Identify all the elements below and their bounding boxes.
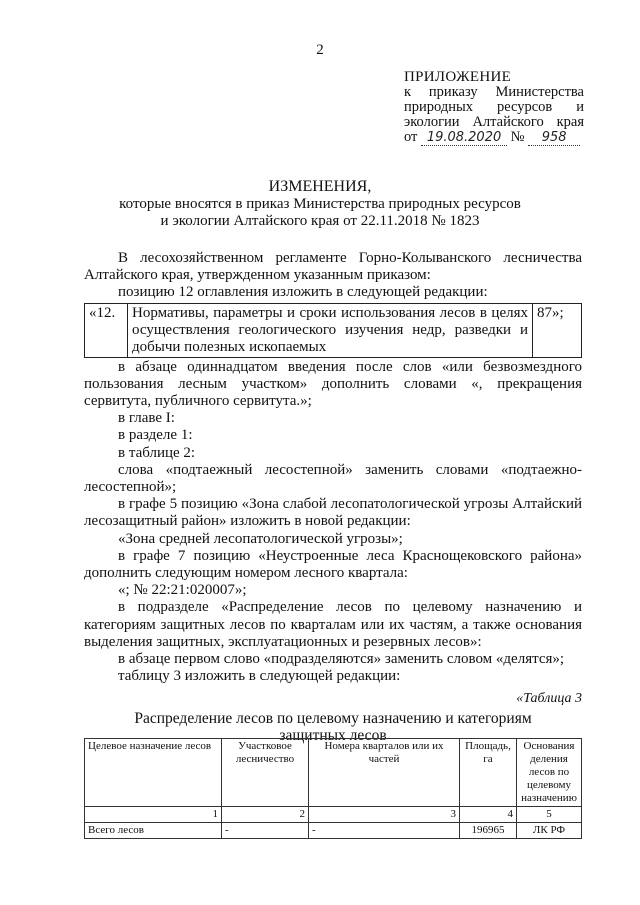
col-number-4: 4 bbox=[460, 807, 517, 823]
table-row bbox=[85, 823, 582, 839]
cell-basis: ЛК РФ bbox=[517, 823, 582, 839]
paragraph-zone: «Зона средней лесопатологической угрозы»; bbox=[118, 530, 403, 547]
cell-district: - bbox=[222, 823, 309, 839]
paragraph-section: в разделе 1: bbox=[118, 427, 193, 444]
header-district: Участковое лесничество bbox=[222, 739, 309, 807]
appendix-date: 19.08.2020 bbox=[421, 130, 507, 146]
paragraph-position-12: позицию 12 оглавления изложить в следующей редакции: bbox=[118, 284, 488, 301]
paragraph-first-abzac: в абзаце первом слово «подразделяются» заменить словом «делятся»; bbox=[118, 651, 565, 668]
header-area: Площадь, га bbox=[460, 739, 517, 807]
cell-purpose: Всего лесов bbox=[85, 823, 222, 839]
document-subtitle bbox=[60, 196, 580, 230]
paragraph-table-2: в таблице 2: bbox=[118, 444, 196, 461]
paragraph-column-5: в графе 5 позицию «Зона слабой лесопатологической угрозы Алтайский лесозащитный район» изложить в новой редакции: bbox=[84, 496, 582, 530]
table-number-row bbox=[85, 807, 582, 823]
appendix-number: 958 bbox=[528, 130, 580, 146]
paragraph-words-replace: слова «подтаежный лесостепной» заменить словами «подтаежно-лесостепной»; bbox=[84, 461, 582, 496]
table-header-row bbox=[85, 739, 582, 807]
paragraph-chapter: в главе I: bbox=[118, 410, 175, 427]
col-number-1: 1 bbox=[85, 807, 222, 823]
paragraph-column-7: в графе 7 позицию «Неустроенные леса Краснощековского района» дополнить следующим номером лесного квартала: bbox=[84, 547, 582, 582]
appendix-block bbox=[404, 70, 584, 146]
document-title: ИЗМЕНЕНИЯ, bbox=[268, 178, 372, 195]
contents-item-page: 87»; bbox=[533, 303, 582, 357]
table-title-line-1: Распределение лесов по целевому назначению и категориям bbox=[134, 709, 532, 727]
page-number: 2 bbox=[316, 42, 324, 58]
appendix-line-4: экологии Алтайского края bbox=[404, 114, 584, 130]
appendix-line-3: природных ресурсов и bbox=[404, 99, 584, 115]
paragraph-introduction-change: в абзаце одиннадцатом введения после слов «или безвозмездного пользования лесным участком» дополнить словами «, прекращения сервитута, публичного сервитута.»; bbox=[84, 358, 582, 410]
paragraph-quarter-number: «; № 22:21:020007»; bbox=[118, 582, 247, 599]
table-caption: «Таблица 3 bbox=[516, 691, 582, 707]
col-number-2: 2 bbox=[222, 807, 309, 823]
header-basis: Основания деления лесов по целевому назначению bbox=[517, 739, 582, 807]
contents-item-box bbox=[84, 303, 582, 358]
subtitle-line-2: и экологии Алтайского края от 22.11.2018 № 1823 bbox=[160, 213, 480, 229]
header-purpose: Целевое назначение лесов bbox=[85, 739, 222, 807]
subtitle-line-1: которые вносятся в приказ Министерства природных ресурсов bbox=[119, 196, 521, 212]
appendix-from-label: от bbox=[404, 129, 418, 145]
cell-area: 196965 bbox=[460, 823, 517, 839]
contents-item-text: Нормативы, параметры и сроки использования лесов в целях осуществления геологического изучения недр, разведки и добычи полезных ископаемых bbox=[128, 303, 533, 357]
appendix-date-line bbox=[404, 130, 584, 146]
appendix-heading: ПРИЛОЖЕНИЕ bbox=[404, 69, 512, 85]
paragraph-intro: В лесохозяйственном регламенте Горно-Колыванского лесничества Алтайского края, утвержденном указанным приказом: bbox=[84, 250, 582, 284]
table-title-line-2: защитных лесов bbox=[279, 726, 387, 744]
paragraph-table-3: таблицу 3 изложить в следующей редакции: bbox=[118, 668, 401, 685]
cell-quarters: - bbox=[309, 823, 460, 839]
appendix-number-label: № bbox=[510, 129, 525, 145]
contents-item-number: «12. bbox=[85, 303, 128, 357]
header-quarters: Номера кварталов или их частей bbox=[309, 739, 460, 807]
document-body bbox=[84, 250, 582, 744]
forest-table bbox=[84, 738, 582, 839]
col-number-5: 5 bbox=[517, 807, 582, 823]
paragraph-subsection: в подразделе «Распределение лесов по целевому назначению и категориям защитных лесов по кварталам или их частям, а также основания выделения защитных, эксплуатационных и резервных лесов»: bbox=[84, 599, 582, 650]
appendix-line-2: к приказу Министерства bbox=[404, 84, 584, 100]
col-number-3: 3 bbox=[309, 807, 460, 823]
